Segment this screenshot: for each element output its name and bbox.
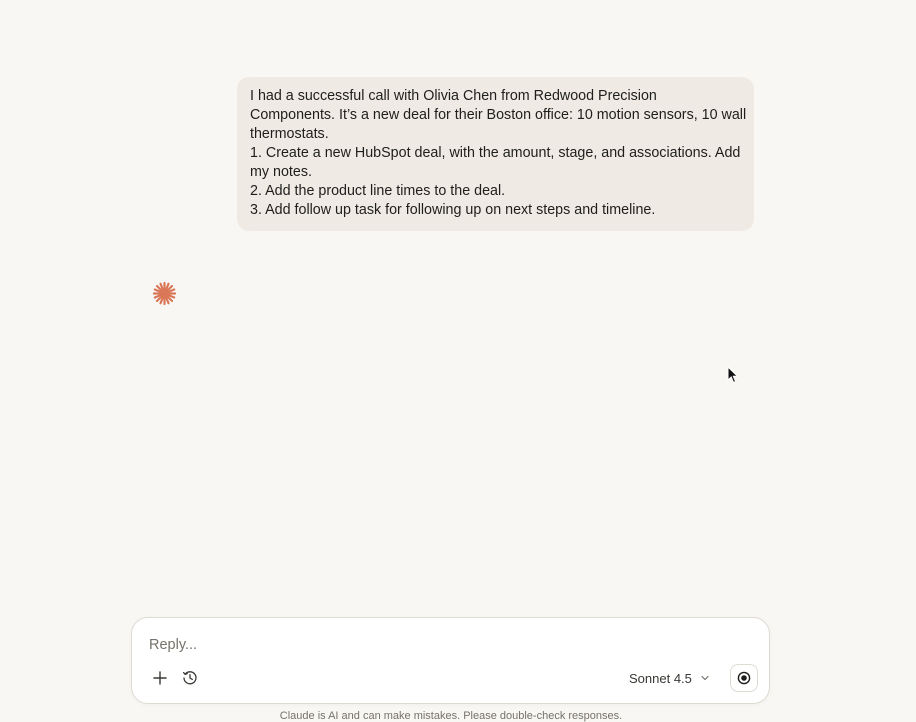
user-message-line: I had a successful call with Olivia Chen from Redwood Precision bbox=[250, 88, 657, 104]
user-message-bubble bbox=[237, 77, 754, 231]
clock-icon bbox=[182, 670, 198, 686]
user-message-line: thermostats. bbox=[250, 126, 329, 142]
add-attachment-button[interactable] bbox=[147, 665, 173, 691]
message-composer bbox=[131, 617, 770, 704]
user-message-line: my notes. bbox=[250, 164, 312, 180]
user-message-line: 1. Create a new HubSpot deal, with the amount, stage, and associations. Add bbox=[250, 145, 741, 161]
voice-mode-icon bbox=[737, 671, 751, 685]
user-message-line: 3. Add follow up task for following up on next steps and timeline. bbox=[250, 202, 656, 218]
model-label: Sonnet 4.5 bbox=[629, 670, 692, 686]
claude-spark-icon bbox=[152, 281, 177, 306]
voice-mode-button[interactable] bbox=[730, 664, 758, 692]
model-selector[interactable] bbox=[629, 667, 710, 689]
user-message-line: Components. It’s a new deal for their Boston office: 10 motion sensors, 10 wall bbox=[250, 107, 747, 123]
chevron-down-icon bbox=[700, 673, 710, 683]
history-button[interactable] bbox=[177, 665, 203, 691]
top-bar bbox=[0, 0, 916, 44]
mouse-cursor-icon bbox=[727, 366, 739, 384]
reply-input[interactable] bbox=[149, 634, 709, 656]
user-message-line: 2. Add the product line times to the deal. bbox=[250, 183, 506, 199]
disclaimer-text: Claude is AI and can make mistakes. Please double-check responses. bbox=[279, 710, 623, 722]
plus-icon bbox=[153, 671, 167, 685]
